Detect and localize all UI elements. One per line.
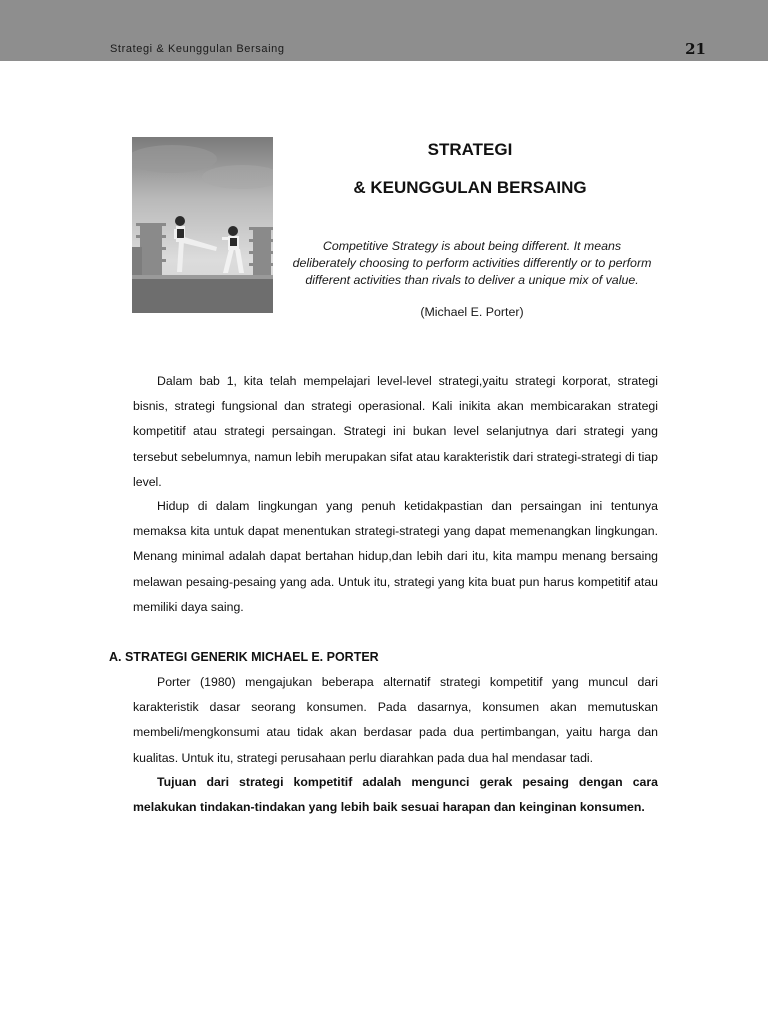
chapter-title-line2: & KEUNGGULAN BERSAING bbox=[353, 178, 587, 197]
body-paragraph-2: Hidup di dalam lingkungan yang penuh ketidakpastian dan persaingan ini tentunya memaksa kita untuk dapat menentukan strategi-strategi yang dapat memenangkan lingkungan. Menang minimal adalah dapat bertahan hidup,dan lebih dari itu, kita mampu menang bersaing melawan pesaing-pesaing yang ada. Untuk itu, strategi yang kita buat pun harus kompetitif atau memiliki daya saing. bbox=[133, 499, 658, 614]
running-title: Strategi & Keunggulan Bersaing bbox=[110, 43, 285, 55]
page-number: 21 bbox=[685, 40, 706, 58]
section-heading-a: A. STRATEGI GENERIK MICHAEL E. PORTER bbox=[109, 650, 379, 664]
chapter-photo-martial-artists bbox=[132, 137, 273, 313]
section-a-emphasis: Tujuan dari strategi kompetitif adalah mengunci gerak pesaing dengan cara melakukan tindakan-tindakan yang lebih baik sesuai harapan dan keinginan konsumen. bbox=[133, 775, 658, 815]
body-paragraph-1: Dalam bab 1, kita telah mempelajari level-level strategi,yaitu strategi korporat, strategi bisnis, strategi fungsional dan strategi operasional. Kali inikita akan membicarakan strategi kompetitif atau strategi persaingan. Strategi ini bukan level selanjutnya dari strategi yang tersebut sebelumnya, namun lebih merupakan sifat atau karakteristik dari strategi-strategi di tiap level. bbox=[133, 374, 658, 489]
section-a-paragraph: Porter (1980) mengajukan beberapa alternatif strategi kompetitif yang muncul dari karakteristik dasar seorang konsumen. Pada dasarnya, konsumen akan memutuskan membeli/mengkonsumi atau tidak akan berdasar pada dua pertimbangan, yaitu harga dan kualitas. Untuk itu, strategi perusahaan perlu diarahkan pada dua hal mendasar tadi. bbox=[133, 675, 658, 765]
page-header bbox=[0, 0, 768, 61]
epigraph-author: (Michael E. Porter) bbox=[420, 305, 524, 319]
chapter-title-line1: STRATEGI bbox=[427, 140, 513, 159]
epigraph-quote: Competitive Strategy is about being different. It means deliberately choosing to perform activities differently or to perform different activities than rivals to deliver a unique mix of value. bbox=[292, 239, 652, 287]
